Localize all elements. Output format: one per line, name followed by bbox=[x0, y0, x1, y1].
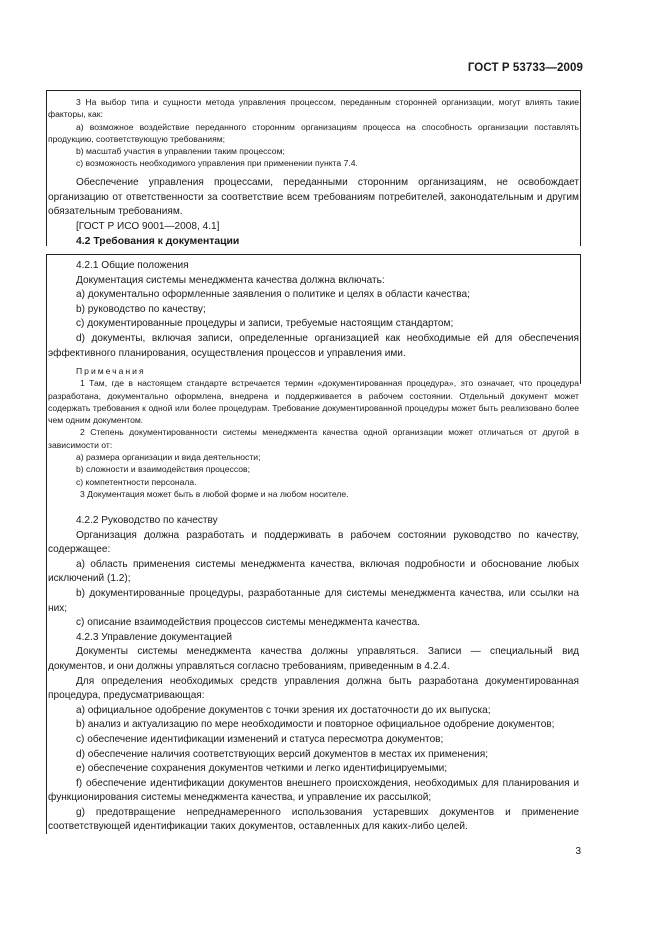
page-number: 3 bbox=[575, 846, 581, 857]
frame-right-line-bottom bbox=[580, 254, 581, 384]
list-item: a) область применения системы менеджмента качества, включая подробности и обоснование любых исключений (1.2); bbox=[48, 558, 579, 585]
outsourced-process-paragraph: Обеспечение управления процессами, переданными сторонним организациям, не освобождает организацию от ответственности за соответствие всем требованиям потребителей, законодательным и другим обязательным требованиям. bbox=[48, 177, 579, 218]
frame-right-line-top bbox=[580, 90, 581, 246]
list-item: b) руководство по качеству; bbox=[76, 303, 206, 315]
note-2: 2 Степень документированности системы менеджмента качества одной организации может отличаться от другой в зависимости от: bbox=[48, 427, 579, 450]
note-1: 1 Там, где в настоящем стандарте встречается термин «документированная процедура», это означает, что процедура разработана, документально оформлена, внедрена и поддерживается в рабочем состоянии. Отдельный документ может содержать требования к одной или более процедурам. Требование документированной процедуры может быть реализовано более чем одним документом. bbox=[48, 378, 579, 426]
note-2-item: a) размера организации и вида деятельности; bbox=[76, 452, 261, 463]
section-4-2-2 bbox=[48, 514, 579, 835]
frame-top-line bbox=[46, 90, 581, 91]
subsection-title: 4.2.1 Общие положения bbox=[76, 260, 189, 271]
note-2-item: b) сложности и взаимодействия процессов; bbox=[76, 464, 250, 475]
document-id: ГОСТ Р 53733—2009 bbox=[467, 62, 583, 74]
paragraph: Документы системы менеджмента качества должны управляться. Записи — специальный вид документов, и они должны управляться согласно требованиям, приведенным в 4.2.4. bbox=[48, 646, 579, 672]
paragraph: Для определения необходимых средств управления должна быть разработана документированная процедура, предусматривающая: bbox=[48, 675, 579, 702]
subsection-intro: Документация системы менеджмента качества должна включать: bbox=[76, 274, 385, 286]
subsection-title: 4.2.2 Руководство по качеству bbox=[76, 515, 218, 526]
notes-heading: Примечания bbox=[76, 366, 146, 376]
top-paragraph bbox=[48, 176, 579, 234]
note3-intro: 3 На выбор типа и сущности метода управления процессом, переданным сторонней организации, могут влиять такие факторы, как: bbox=[48, 97, 579, 120]
top-notes bbox=[48, 96, 579, 170]
list-item: g) предотвращение непреднамеренного использования устаревших документов и применение соответствующей идентификации таких документов, оставленных для каких-либо целей. bbox=[48, 806, 579, 833]
note3-item-b: b) масштаб участия в управлении таким процессом; bbox=[76, 146, 285, 157]
list-item: b) документированные процедуры, разработанные для системы менеджмента качества, или ссылки на них; bbox=[48, 587, 579, 614]
frame-mid-line bbox=[46, 254, 581, 255]
note-3: 3 Документация может быть в любой форме и на любом носителе. bbox=[80, 488, 349, 499]
note3-item-c: c) возможность необходимого управления при применении пункта 7.4. bbox=[76, 158, 358, 169]
list-item: d) обеспечение наличия соответствующих версий документов в местах их применения; bbox=[76, 748, 489, 760]
list-item: a) официальное одобрение документов с точки зрения их достаточности до их выпуска; bbox=[76, 704, 491, 716]
subsection-title: 4.2.3 Управление документацией bbox=[76, 631, 233, 643]
section-4-2-1 bbox=[48, 259, 579, 361]
list-item: a) документально оформленные заявления о политике и целях в области качества; bbox=[76, 289, 470, 301]
list-item: e) обеспечение сохранения документов четкими и легко идентифицируемыми; bbox=[76, 763, 448, 775]
section-title-4-2: 4.2 Требования к документации bbox=[76, 236, 240, 247]
list-item: f) обеспечение идентификации документов внешнего происхождения, необходимых для планирования и функционирования системы менеджмента качества, и управление их рассылкой; bbox=[48, 777, 579, 804]
list-item: d) документы, включая записи, определенные организацией как необходимые ей для обеспечения эффективного планирования, осуществления процессов и управления ими. bbox=[48, 332, 579, 359]
iso-reference: [ГОСТ Р ИСО 9001—2008, 4.1] bbox=[76, 220, 220, 232]
subsection-intro: Организация должна разработать и поддерживать в рабочем состоянии руководство по качеству, содержащее: bbox=[48, 529, 579, 556]
notes-block bbox=[48, 365, 579, 500]
list-item: c) документированные процедуры и записи, требуемые настоящим стандартом; bbox=[76, 318, 454, 330]
list-item: c) обеспечение идентификации изменений и статуса пересмотра документов; bbox=[76, 733, 444, 745]
list-item: c) описание взаимодействия процессов системы менеджмента качества. bbox=[76, 617, 421, 629]
note3-item-a: a) возможное воздействие переданного сторонним организациям процесса на способность организации поставлять продукцию, соответствующую требованиям; bbox=[48, 121, 579, 144]
list-item: b) анализ и актуализацию по мере необходимости и повторное официальное одобрение документов; bbox=[76, 719, 555, 731]
note-2-item: c) компетентности персонала. bbox=[76, 476, 197, 487]
